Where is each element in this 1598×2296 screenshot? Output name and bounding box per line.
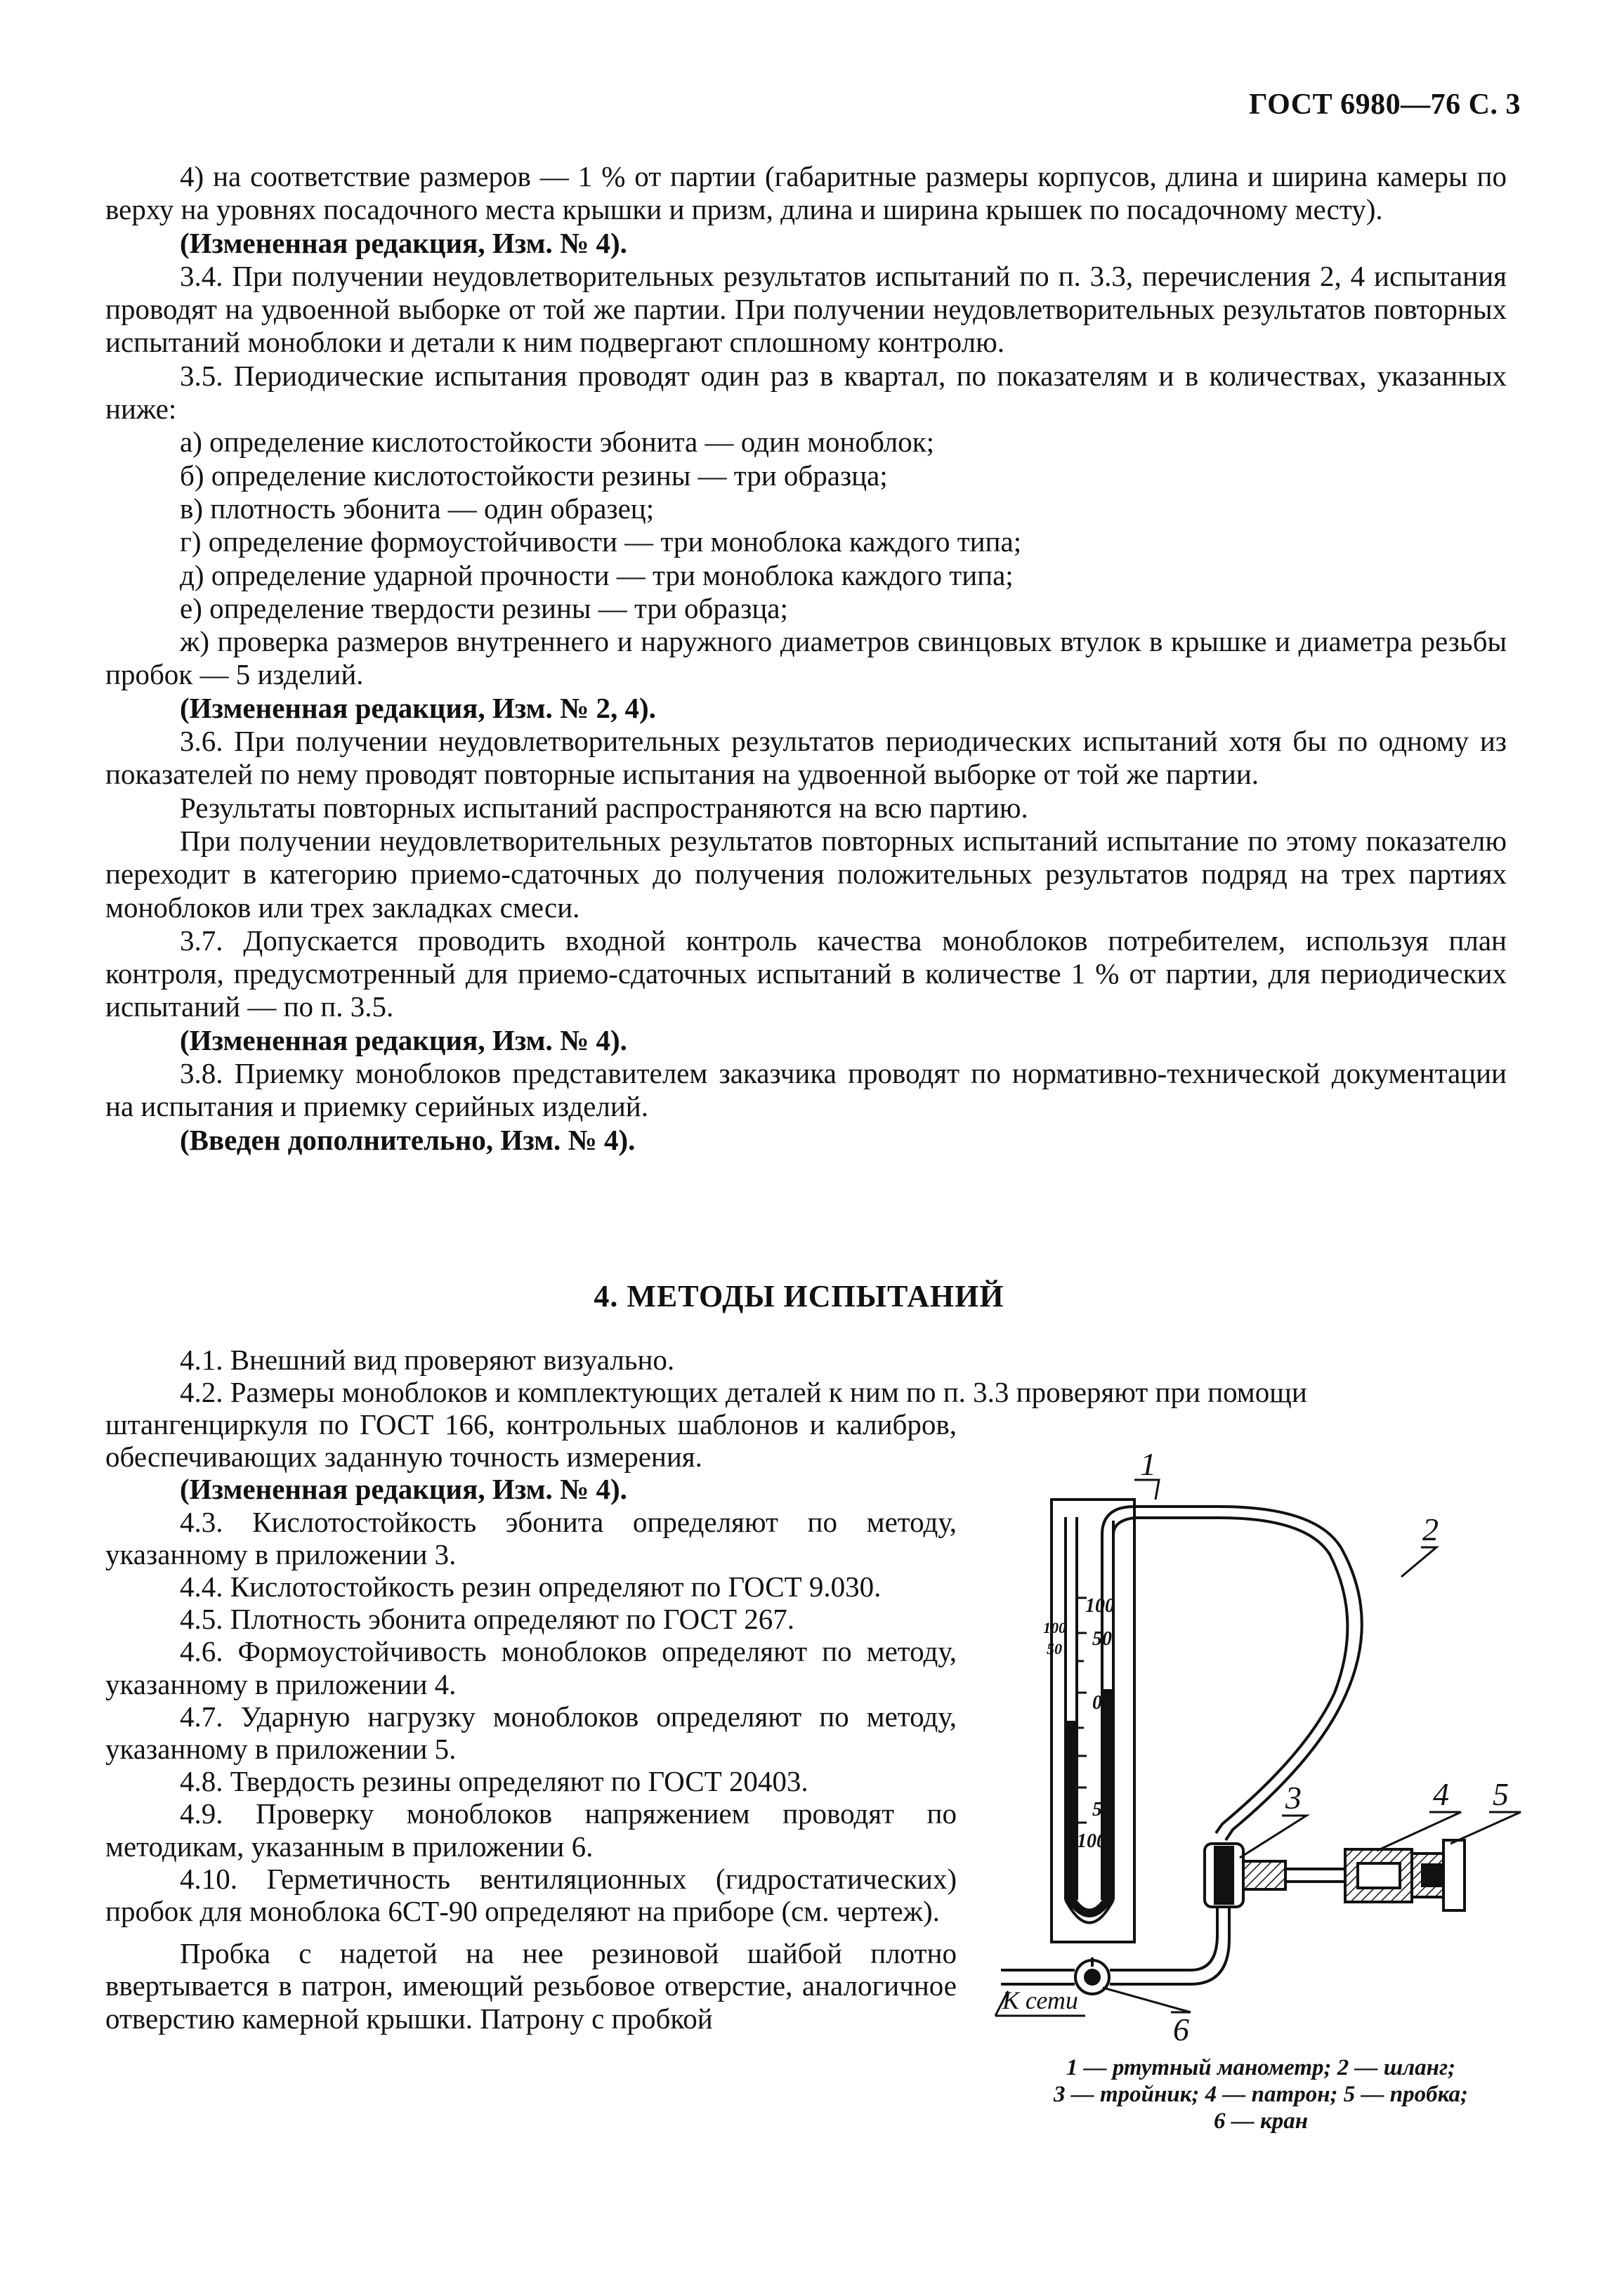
paragraph: д) определение ударной прочности — три моноблока каждого типа; <box>180 558 1014 591</box>
callout-2: 2 <box>1422 1511 1439 1547</box>
left-column-text <box>105 1408 957 2035</box>
test-apparatus-drawing <box>987 1446 1549 2047</box>
caption-line: 6 — кран <box>1213 2108 1309 2134</box>
paragraph: (Измененная редакция, Изм. № 4). <box>180 1473 627 1506</box>
paragraph: (Измененная редакция, Изм. № 2, 4). <box>180 691 656 724</box>
inlet-label-text: К сети <box>1002 1986 1078 2014</box>
figure-caption <box>1015 2054 1507 2134</box>
paragraph: При получении неудовлетворительных результатов повторных испытаний испытание по этому показателю переходит в категорию приемо-сдаточных до получения положительных результатов подряд на трех партиях моноблоков или трех закладках смеси. <box>105 824 1507 924</box>
supply-pipe <box>1001 1907 1229 1984</box>
paragraph: г) определение формоустойчивости — три моноблока каждого типа; <box>180 525 1022 558</box>
scale-mark: 50 <box>1092 1799 1112 1821</box>
section-title: 4. МЕТОДЫ ИСПЫТАНИЙ <box>594 1279 1004 1313</box>
scale-mark: 100 <box>1077 1830 1106 1852</box>
paragraph: 4) на соответствие размеров — 1 % от партии (габаритные размеры корпусов, длина и ширина камеры по верху на уровнях посадочного места крышки и призм, длина и ширина крышек по посадочному месту). <box>105 160 1507 226</box>
paragraph: 4.9. Проверку моноблоков напряжением проводят по методикам, указанным в приложении 6. <box>105 1797 957 1863</box>
paragraph: 4.5. Плотность эбонита определяют по ГОСТ 267. <box>180 1603 795 1636</box>
paragraph: ж) проверка размеров внутреннего и наружного диаметров свинцовых втулок в крышке и диаметра резьбы пробок — 5 изделий. <box>105 625 1507 691</box>
paragraph: 3.5. Периодические испытания проводят один раз в квартал, по показателям и в количествах, указанных ниже: <box>105 359 1507 426</box>
caption-line: 3 — тройник; 4 — патрон; 5 — пробка; <box>1054 2082 1468 2107</box>
callout-6: 6 <box>1173 2012 1189 2047</box>
callout-5: 5 <box>1493 1776 1509 1812</box>
scale-mark: 100 <box>1043 1619 1066 1636</box>
paragraph: 4.7. Ударную нагрузку моноблоков определяют по методу, указанному в приложении 5. <box>105 1700 957 1766</box>
callouts <box>1140 1446 1509 2047</box>
inlet-label <box>995 1986 1085 2016</box>
paragraph: а) определение кислотостойкости эбонита — один моноблок; <box>180 426 935 459</box>
mercury-manometer <box>1043 1500 1134 1942</box>
top-text-block <box>105 160 1507 1157</box>
paragraph: (Введен дополнительно, Изм. № 4). <box>180 1123 636 1156</box>
callout-4: 4 <box>1433 1776 1449 1812</box>
scale-mark: 50 <box>1047 1640 1062 1658</box>
paragraph: Результаты повторных испытаний распространяются на всю партию. <box>180 791 1028 824</box>
callout-1: 1 <box>1140 1446 1156 1482</box>
paragraph: в) плотность эбонита — один образец; <box>180 492 655 525</box>
paragraph: 3.4. При получении неудовлетворительных результатов испытаний по п. 3.3, перечисления 2, 4 испытания проводят на удвоенной выборке от той же партии. При получении неудовлетворительных результатов повторных испытаний моноблоки и детали к ним подвергают сплошному контролю. <box>105 259 1507 359</box>
document-header: ГОСТ 6980—76 С. 3 <box>1248 88 1521 121</box>
hose <box>1102 1507 1362 1840</box>
paragraph: (Измененная редакция, Изм. № 4). <box>180 226 627 259</box>
callout-leaders <box>1103 1480 1521 2012</box>
scale-mark: 100 <box>1085 1595 1115 1617</box>
wide-text-block <box>105 1344 1507 1408</box>
paragraph: (Измененная редакция, Изм. № 4). <box>180 1023 627 1056</box>
scale-mark: 50 <box>1092 1628 1112 1650</box>
paragraph: 4.2. Размеры моноблоков и комплектующих деталей к ним по п. 3.3 проверяют при помощи <box>180 1376 1307 1408</box>
tee-and-cartridge <box>1205 1840 1465 1910</box>
paragraph: 4.8. Твердость резины определяют по ГОСТ 20403. <box>180 1765 808 1798</box>
caption-line: 1 — ртутный манометр; 2 — шланг; <box>1066 2055 1456 2080</box>
paragraph: 4.10. Герметичность вентиляционных (гидростатических) пробок для моноблока 6СТ-90 определяют на приборе (см. чертеж). <box>105 1862 957 1928</box>
paragraph: 3.7. Допускается проводить входной контроль качества моноблоков потребителем, используя план контроля, предусмотренный для приемо-сдаточных испытаний в количестве 1 % от партии, для периодических испытаний — по п. 3.5. <box>105 924 1507 1023</box>
paragraph: 4.1. Внешний вид проверяют визуально. <box>180 1344 675 1376</box>
paragraph: е) определение твердости резины — три образца; <box>180 591 788 624</box>
paragraph: б) определение кислотостойкости резины — три образца; <box>180 459 888 492</box>
paragraph: 4.3. Кислотостойкость эбонита определяют по методу, указанному в приложении 3. <box>105 1505 957 1570</box>
paragraph: 4.6. Формоустойчивость моноблоков определяют по методу, указанному в приложении 4. <box>105 1635 957 1700</box>
paragraph: 4.4. Кислотостойкость резин определяют по ГОСТ 9.030. <box>180 1570 882 1603</box>
callout-3: 3 <box>1285 1780 1302 1816</box>
paragraph: штангенциркуля по ГОСТ 166, контрольных шаблонов и калибров, обеспечивающих заданную точность измерения. <box>105 1408 957 1474</box>
paragraph: 3.6. При получении неудовлетворительных результатов периодических испытаний хотя бы по одному из показателей по нему проводят повторные испытания на удвоенной выборке от той же партии. <box>105 725 1507 791</box>
scale-mark: 0 <box>1092 1692 1102 1714</box>
paragraph: 3.8. Приемку моноблоков представителем заказчика проводят по нормативно-технической документации на испытания и приемку серийных изделий. <box>105 1057 1507 1123</box>
paragraph: Пробка с надетой на нее резиновой шайбой плотно ввертывается в патрон, имеющий резьбовое отверстие, аналогичное отверстию камерной крышки. Патрону с пробкой <box>105 1937 957 2035</box>
